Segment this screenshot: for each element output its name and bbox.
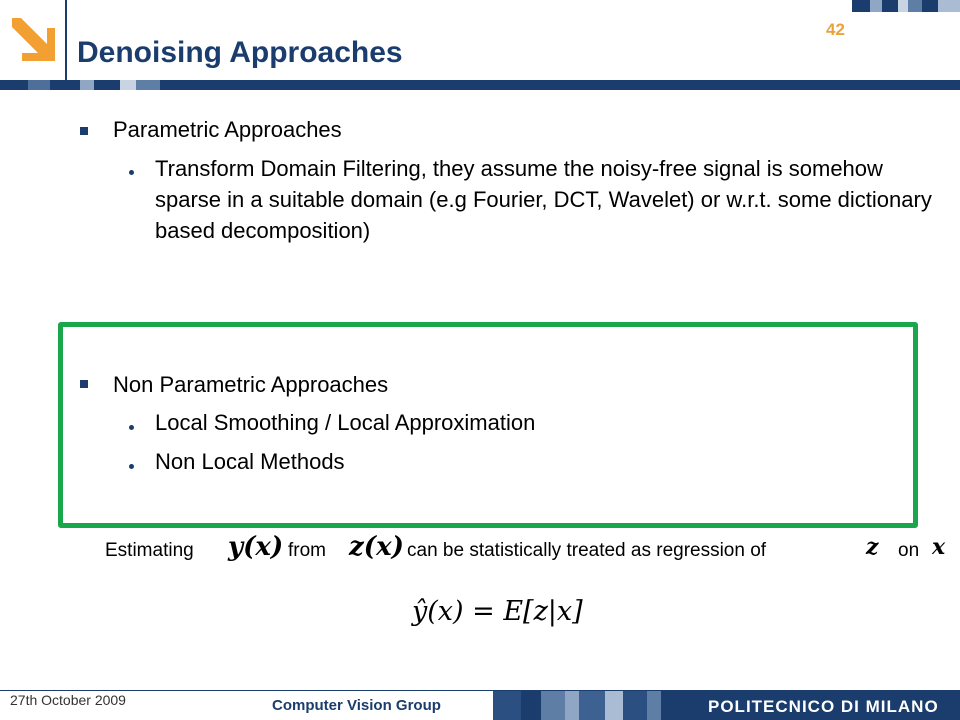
math-z-of-x: z(x): [349, 532, 404, 562]
regression-formula: ŷ(x) = E[z|x]: [412, 596, 583, 627]
parametric-heading: Parametric Approaches: [113, 117, 342, 142]
math-y-of-x: y(x): [228, 532, 284, 562]
footer-date: 27th October 2009: [10, 692, 126, 708]
top-right-squares: [0, 0, 960, 12]
politecnico-wordmark: POLITECNICO DI MILANO: [708, 697, 939, 716]
word-on: on: [898, 540, 920, 561]
math-var-z: z: [866, 534, 879, 560]
non-parametric-heading: Non Parametric Approaches: [113, 372, 389, 397]
non-parametric-item-2: Non Local Methods: [155, 449, 345, 474]
bullet-square: [80, 380, 88, 388]
bullet-dot: [129, 170, 134, 175]
bullet-dot: [129, 464, 134, 469]
header-divider: [65, 0, 67, 86]
page-number: 42: [826, 20, 845, 39]
politecnico-arrow-logo: [8, 14, 58, 64]
parametric-item-1: Transform Domain Filtering, they assume the noisy-free signal is somehow sparse in a suitable domain (e.g Fourier, DCT, Wavelet) or w.r.t. some dictionary based decomposition): [155, 156, 932, 243]
non-parametric-item-1: Local Smoothing / Local Approximation: [155, 410, 536, 435]
footer-group: Computer Vision Group: [272, 697, 441, 714]
word-estimating: Estimating: [105, 540, 194, 561]
regression-phrase: can be statistically treated as regression of: [407, 540, 767, 561]
bullet-square: [80, 127, 88, 135]
word-from: from: [288, 540, 326, 561]
slide-title: Denoising Approaches: [77, 36, 403, 69]
header-band: [0, 80, 960, 90]
math-var-x: x: [932, 534, 946, 560]
bullet-dot: [129, 425, 134, 430]
